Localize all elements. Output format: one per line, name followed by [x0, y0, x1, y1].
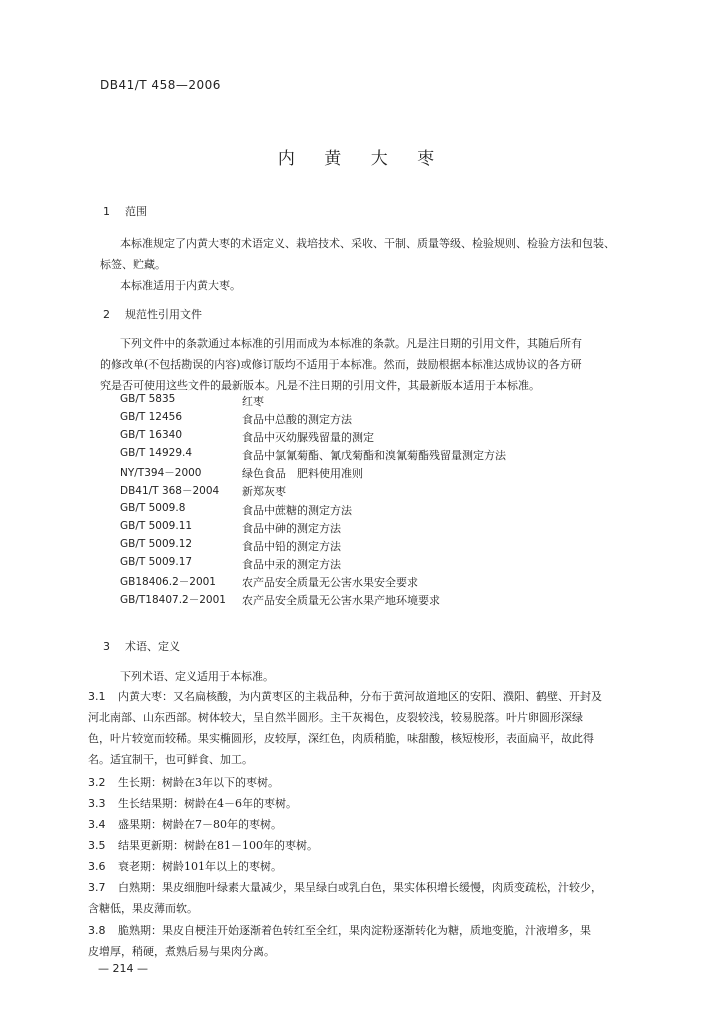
term-3-1-line: 河北南部、山东西部。树体较大，呈自然半圆形。主干灰褐色，皮裂较浅，较易脱落。叶片卵圆形深绿	[88, 711, 583, 724]
term-text: 内黄大枣：又名扁核酸，为内黄枣区的主栽品种，分布于黄河故道地区的安阳、濮阳、鹤壁、开封及	[118, 690, 602, 703]
reference-row	[120, 465, 506, 483]
section-1-line: 本标准适用于内黄大枣。	[120, 279, 241, 292]
term-3-1-line: 色，叶片较宽而较稀。果实椭圆形，皮较厚，深红色，肉质稍脆，味甜酸，核短梭形，表面扁平，故此得	[88, 732, 594, 745]
term-3-8-line: 皮增厚，稍硬，煮熟后易与果肉分离。	[88, 945, 275, 958]
document-title: 内 黄 大 枣	[277, 149, 447, 169]
reference-code: NY/T394－2000	[120, 467, 202, 480]
reference-title: 绿色食品 肥料使用准则	[242, 467, 363, 481]
reference-code: GB/T 5009.8	[120, 501, 186, 514]
reference-code: GB/T 5835	[120, 393, 176, 405]
term-3-7-line: 含糖低，果皮薄而软。	[88, 902, 198, 915]
reference-title: 食品中砷的测定方法	[242, 521, 341, 535]
term-text: 生长结果期：树龄在4－6年的枣树。	[118, 797, 297, 810]
section-2-intro-line: 究是否可使用这些文件的最新版本。凡是不注日期的引用文件，其最新版本适用于本标准。	[100, 379, 540, 392]
section-title: 规范性引用文件	[125, 308, 202, 321]
reference-code: GB/T 12456	[120, 411, 183, 424]
section-title: 范围	[125, 205, 147, 218]
term-number: 3.3	[88, 797, 106, 810]
term-number: 3.2	[88, 776, 106, 789]
reference-row	[120, 520, 506, 538]
term-text: 盛果期：树龄在7－80年的枣树。	[118, 818, 282, 831]
term-text: 结果更新期：树龄在81－100年的枣树。	[118, 839, 318, 852]
term-3-3	[88, 793, 688, 814]
section-number: 1	[103, 205, 110, 218]
reference-code: GB/T 5009.11	[120, 519, 193, 532]
reference-code: GB/T 5009.12	[120, 537, 193, 550]
section-number: 3	[103, 640, 110, 653]
term-3-2	[88, 772, 688, 793]
term-number: 3.7	[88, 881, 106, 894]
reference-title: 红枣	[242, 395, 264, 408]
reference-title: 农产品安全质量无公害水果产地环境要求	[242, 594, 440, 608]
reference-row	[120, 393, 506, 411]
term-3-7	[88, 877, 688, 898]
term-number: 3.8	[88, 924, 106, 937]
term-number: 3.1	[88, 690, 106, 703]
section-1-heading	[103, 203, 147, 219]
term-3-5	[88, 835, 688, 856]
reference-title: 新郑灰枣	[242, 485, 286, 499]
term-text: 衰老期：树龄101年以上的枣树。	[118, 860, 282, 873]
reference-code: GB/T18407.2－2001	[120, 594, 226, 607]
section-title: 术语、定义	[125, 640, 180, 653]
reference-row	[120, 574, 506, 592]
section-2-heading	[103, 306, 202, 322]
reference-code: GB/T 16340	[120, 429, 183, 442]
reference-title: 食品中铅的测定方法	[242, 539, 341, 553]
reference-code: DB41/T 368－2004	[120, 485, 220, 498]
reference-row	[120, 556, 506, 574]
reference-row	[120, 538, 506, 556]
reference-row	[120, 592, 506, 610]
section-3-intro: 下列术语、定义适用于本标准。	[120, 670, 274, 683]
term-3-6	[88, 856, 688, 877]
section-1-line: 标签、贮藏。	[100, 258, 166, 271]
term-3-1-line: 名。适宜制干，也可鲜食、加工。	[88, 753, 253, 766]
term-3-8	[88, 920, 688, 941]
section-1-line: 本标准规定了内黄大枣的术语定义、栽培技术、采收、干制、质量等级、检验规则、检验方法和包装、	[120, 237, 615, 250]
reference-row	[120, 429, 506, 447]
term-text: 脆熟期：果皮自梗洼开始逐渐着色转红至全红，果肉淀粉逐渐转化为糖，质地变脆，汁液增多，果	[118, 924, 591, 937]
section-2-intro-line: 下列文件中的条款通过本标准的引用而成为本标准的条款。凡是注日期的引用文件，其随后所有	[120, 337, 582, 350]
reference-title: 农产品安全质量无公害水果安全要求	[242, 575, 418, 589]
reference-title: 食品中汞的测定方法	[242, 557, 341, 571]
term-text: 白熟期：果皮细胞叶绿素大量减少，果呈绿白或乳白色，果实体积增长缓慢，肉质变疏松，汁较少，	[118, 881, 602, 894]
term-text: 生长期：树龄在3年以下的枣树。	[118, 776, 279, 789]
normative-references-list	[120, 393, 506, 610]
section-number: 2	[103, 308, 110, 321]
term-number: 3.6	[88, 860, 106, 873]
page-number: — 214 —	[98, 962, 148, 975]
term-number: 3.4	[88, 818, 106, 831]
reference-row	[120, 483, 506, 501]
reference-title: 食品中蔗糖的测定方法	[242, 503, 352, 517]
reference-title: 食品中氯氰菊酯、氰戊菊酯和溴氰菊酯残留量测定方法	[242, 449, 506, 463]
section-2-intro-line: 的修改单(不包括勘误的内容)或修订版均不适用于本标准。然而，鼓励根据本标准达成协议的各方研	[100, 358, 582, 371]
reference-title: 食品中总酸的测定方法	[242, 413, 352, 427]
reference-title: 食品中灭幼脲残留量的测定	[242, 431, 374, 445]
reference-code: GB18406.2－2001	[120, 575, 216, 588]
section-3-heading	[103, 638, 180, 654]
term-number: 3.5	[88, 839, 106, 852]
reference-row	[120, 411, 506, 429]
term-3-1	[88, 686, 688, 707]
reference-row	[120, 502, 506, 520]
term-3-4	[88, 814, 688, 835]
reference-row	[120, 447, 506, 465]
reference-code: GB/T 14929.4	[120, 447, 193, 460]
standard-id: DB41/T 458—2006	[100, 78, 221, 92]
reference-code: GB/T 5009.17	[120, 555, 193, 568]
